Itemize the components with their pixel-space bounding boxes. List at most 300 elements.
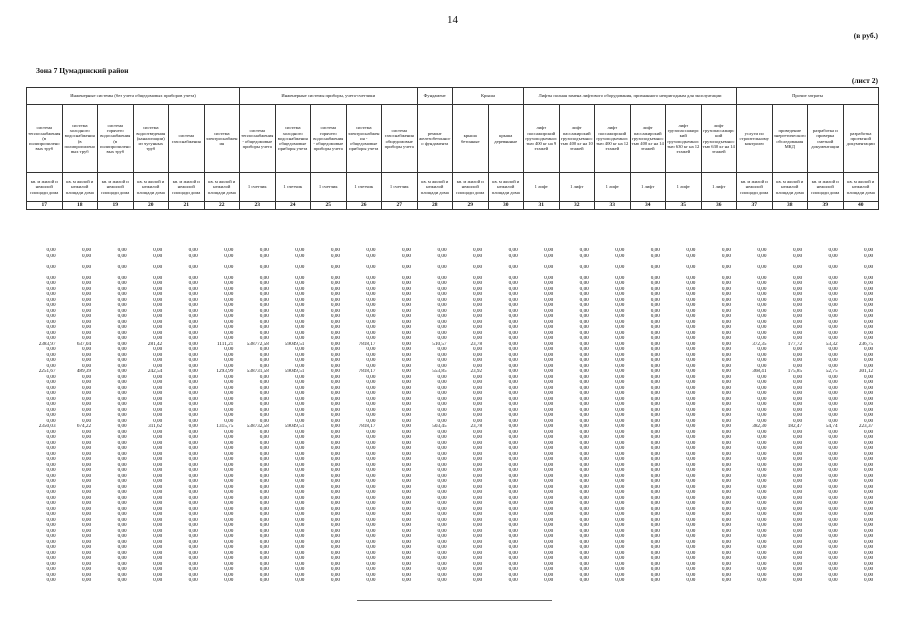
table-cell: 0,00 <box>224 407 234 413</box>
table-cell: 0,00 <box>828 336 838 341</box>
table-cell: 0,00 <box>579 248 589 253</box>
table-cell: 0,00 <box>295 264 305 270</box>
header-group-row <box>27 88 879 105</box>
table-cell: 0,00 <box>615 248 625 253</box>
table-cell: 0,00 <box>224 495 234 501</box>
table-cell: 0,00 <box>437 578 447 583</box>
table-cell: 0,00 <box>117 352 127 358</box>
table-cell: 0,00 <box>544 429 554 435</box>
table-cell: 0,00 <box>401 429 412 435</box>
table-cell: 0,00 <box>792 561 803 567</box>
table-cell: 0,00 <box>401 402 412 407</box>
table-cell: 0,00 <box>579 578 589 583</box>
table-cell: 0,00 <box>46 446 56 451</box>
table-cell: 0,00 <box>473 418 483 424</box>
table-cell: 0,00 <box>473 501 483 506</box>
table-cell: 0,00 <box>153 407 163 413</box>
table-cell: 0,00 <box>864 336 874 341</box>
table-cell: 0,00 <box>508 369 518 374</box>
table-cell: 0,00 <box>117 440 127 446</box>
table-cell: 0,00 <box>864 545 874 550</box>
table-cell: 0,00 <box>508 308 518 314</box>
column-header: услуги по строительному контролю <box>737 105 773 173</box>
table-cell: 0,00 <box>721 380 731 385</box>
column-number: 38 <box>772 202 808 210</box>
table-cell: 0,00 <box>366 451 376 457</box>
table-cell: 0,00 <box>721 330 731 336</box>
table-cell: 0,00 <box>828 314 838 319</box>
table-cell: 0,00 <box>473 468 483 473</box>
table-cell: 0,00 <box>579 319 589 325</box>
table-cell: 0,00 <box>82 468 92 473</box>
table-cell: 0,00 <box>295 286 305 292</box>
table-cell: 0,00 <box>82 396 92 402</box>
table-cell: 0,00 <box>295 545 305 550</box>
table-cell: 0,00 <box>437 374 447 380</box>
table-cell: 0,00 <box>401 561 412 567</box>
table-cell: 0,00 <box>259 451 269 457</box>
table-cell: 0,00 <box>686 363 696 369</box>
table-cell: 0,00 <box>864 297 874 303</box>
column-number: 22 <box>204 202 240 210</box>
table-cell: 0,00 <box>544 314 554 319</box>
table-cell: 0,00 <box>117 319 127 325</box>
table-cell: 301,12 <box>858 369 874 374</box>
table-cell: 0,00 <box>188 413 198 418</box>
table-cell: 0,00 <box>721 413 731 418</box>
table-cell: 0,00 <box>366 385 376 391</box>
table-cell: 0,00 <box>828 303 838 308</box>
table-cell: 0,00 <box>295 528 305 534</box>
unit-header: кв. м жилой и нежилой площади дома <box>204 173 240 202</box>
table-cell: 0,00 <box>615 462 625 468</box>
table-cell: 0,00 <box>544 286 554 292</box>
table-cell: 0,00 <box>401 253 412 259</box>
table-cell: 0,00 <box>650 528 660 534</box>
table-cell: 0,00 <box>508 572 518 578</box>
table-cell: 0,00 <box>188 347 198 352</box>
table-cell: 0,00 <box>686 314 696 319</box>
table-cell: 0,00 <box>721 561 731 567</box>
table-cell: 0,00 <box>686 413 696 418</box>
table-cell: 0,00 <box>615 292 625 297</box>
table-cell: 0,00 <box>259 490 269 495</box>
table-cell: 0,00 <box>366 325 376 330</box>
table-cell: 0,00 <box>401 330 412 336</box>
table-cell: 0,00 <box>82 358 92 363</box>
table-cell: 0,00 <box>864 380 874 385</box>
table-cell: 0,00 <box>792 325 803 330</box>
table-cell: 0,00 <box>295 440 305 446</box>
table-cell: 0,00 <box>401 286 412 292</box>
table-cell: 0,00 <box>366 523 376 528</box>
table-cell: 0,00 <box>224 506 234 512</box>
table-cell: 0,00 <box>153 550 163 556</box>
table-cell: 0,00 <box>686 297 696 303</box>
table-cell: 0,00 <box>864 275 874 281</box>
table-cell: 0,00 <box>792 479 803 484</box>
table-cell: 0,00 <box>437 523 447 528</box>
table-cell: 0,00 <box>615 550 625 556</box>
table-cell: 0,00 <box>864 462 874 468</box>
table-cell: 0,00 <box>259 391 269 396</box>
table-cell: 0,00 <box>366 429 376 435</box>
table-cell: 0,00 <box>188 479 198 484</box>
column-number: 39 <box>808 202 844 210</box>
table-cell: 0,00 <box>401 484 412 490</box>
table-cell: 0,00 <box>686 473 696 479</box>
table-cell: 0,00 <box>188 396 198 402</box>
table-cell: 0,00 <box>224 314 234 319</box>
table-cell: 0,00 <box>686 286 696 292</box>
table-cell: 0,00 <box>188 506 198 512</box>
table-cell: 0,00 <box>544 396 554 402</box>
table-cell: 0,00 <box>864 292 874 297</box>
table-cell: 0,00 <box>330 402 340 407</box>
table-cell: 0,00 <box>82 523 92 528</box>
table-cell: 0,00 <box>544 523 554 528</box>
table-cell: 0,00 <box>864 314 874 319</box>
table-cell: 0,00 <box>259 440 269 446</box>
group-header: Прочие затраты <box>737 88 879 105</box>
table-cell: 0,00 <box>686 495 696 501</box>
table-cell: 0,00 <box>82 451 92 457</box>
table-cell: 0,00 <box>366 567 376 572</box>
table-cell: 0,00 <box>366 402 376 407</box>
table-cell: 0,00 <box>792 506 803 512</box>
table-cell: 0,00 <box>366 479 376 484</box>
table-cell: 0,00 <box>686 484 696 490</box>
table-cell: 0,00 <box>615 286 625 292</box>
table-cell: 0,00 <box>46 572 56 578</box>
table-cell: 0,00 <box>757 336 767 341</box>
table-cell: 0,00 <box>153 418 163 424</box>
column-number: 35 <box>666 202 702 210</box>
table-cell: 54,74 <box>825 424 838 429</box>
unit-header: кв. м жилой и нежилой площади дома <box>772 173 808 202</box>
table-cell: 0,00 <box>117 308 127 314</box>
table-cell: 0,00 <box>792 517 803 523</box>
table-cell: 0,00 <box>792 347 803 352</box>
table-cell: 0,00 <box>117 490 127 495</box>
table-cell: 281,42 <box>147 341 163 347</box>
table-cell: 0,00 <box>686 561 696 567</box>
table-cell: 0,00 <box>259 303 269 308</box>
table-cell: 0,00 <box>46 490 56 495</box>
table-cell: 0,00 <box>757 314 767 319</box>
table-cell: 0,00 <box>650 402 660 407</box>
table-cell: 0,00 <box>686 292 696 297</box>
table-cell: 0,00 <box>686 578 696 583</box>
table-cell: 0,00 <box>473 462 483 468</box>
table-cell: 0,00 <box>188 446 198 451</box>
table-cell: 0,00 <box>153 358 163 363</box>
table-cell: 0,00 <box>366 457 376 462</box>
table-cell: 0,00 <box>650 325 660 330</box>
table-cell: 0,00 <box>188 517 198 523</box>
table-cell: 0,00 <box>579 479 589 484</box>
table-cell: 0,00 <box>579 358 589 363</box>
table-cell: 52,75 <box>825 369 838 374</box>
table-cell: 0,00 <box>792 446 803 451</box>
table-cell: 0,00 <box>864 413 874 418</box>
table-cell: 0,00 <box>473 314 483 319</box>
table-cell: 0,00 <box>792 402 803 407</box>
table-cell: 0,00 <box>437 473 447 479</box>
table-cell: 0,00 <box>82 352 92 358</box>
table-cell: 0,00 <box>721 506 731 512</box>
table-cell: 0,00 <box>259 264 269 270</box>
table-cell: 0,00 <box>295 561 305 567</box>
table-cell: 0,00 <box>508 319 518 325</box>
table-cell: 0,00 <box>82 374 92 380</box>
table-cell: 0,00 <box>544 468 554 473</box>
table-cell: 0,00 <box>437 275 447 281</box>
table-cell: 0,00 <box>544 385 554 391</box>
table-cell: 0,00 <box>224 253 234 259</box>
table-cell: 0,00 <box>437 440 447 446</box>
table-cell: 0,00 <box>153 440 163 446</box>
table-cell: 59049,51 <box>284 341 305 347</box>
table-cell: 0,00 <box>721 319 731 325</box>
table-cell: 0,00 <box>473 550 483 556</box>
table-cell: 0,00 <box>153 248 163 253</box>
unit-header: 1 счетчик <box>275 173 311 202</box>
table-cell: 0,00 <box>473 308 483 314</box>
table-cell: 0,00 <box>828 292 838 297</box>
table-cell: 0,00 <box>508 347 518 352</box>
table-cell: 0,00 <box>401 556 412 561</box>
table-cell: 0,00 <box>401 517 412 523</box>
table-cell: 0,00 <box>295 435 305 440</box>
table-cell: 0,00 <box>686 550 696 556</box>
column-header: система холодного водоснабжения общедомовые приборы учета <box>275 105 311 173</box>
table-cell: 0,00 <box>330 336 340 341</box>
table-cell: 0,00 <box>864 330 874 336</box>
table-cell: 0,00 <box>757 325 767 330</box>
table-cell: 0,00 <box>473 484 483 490</box>
table-cell: 0,00 <box>259 545 269 550</box>
table-cell: 0,00 <box>828 468 838 473</box>
table-cell: 0,00 <box>757 512 767 517</box>
table-cell: 59049,51 <box>284 424 305 429</box>
table-cell: 0,00 <box>757 429 767 435</box>
table-cell: 0,00 <box>473 473 483 479</box>
table-cell: 0,00 <box>650 407 660 413</box>
table-cell: 0,00 <box>473 512 483 517</box>
table-cell: 0,00 <box>330 396 340 402</box>
table-cell: 0,00 <box>295 550 305 556</box>
table-cell: 23,92 <box>470 369 483 374</box>
table-cell: 0,00 <box>544 435 554 440</box>
table-cell: 0,00 <box>437 457 447 462</box>
table-cell: 0,00 <box>686 358 696 363</box>
table-cell: 0,00 <box>686 391 696 396</box>
table-cell: 0,00 <box>153 572 163 578</box>
table-cell: 0,00 <box>330 303 340 308</box>
table-cell: 0,00 <box>650 457 660 462</box>
table-cell: 0,00 <box>46 506 56 512</box>
table-cell: 0,00 <box>401 303 412 308</box>
table-cell: 0,00 <box>295 484 305 490</box>
table-cell: 0,00 <box>295 281 305 286</box>
table-cell: 0,00 <box>757 495 767 501</box>
table-cell: 0,00 <box>473 578 483 583</box>
table-cell: 0,00 <box>792 396 803 402</box>
table-cell: 0,00 <box>401 528 412 534</box>
table-cell: 175,85 <box>787 369 803 374</box>
table-cell: 0,00 <box>828 297 838 303</box>
table-cell: 0,00 <box>82 501 92 506</box>
table-cell: 0,00 <box>366 396 376 402</box>
table-cell: 0,00 <box>401 308 412 314</box>
table-cell: 0,00 <box>792 539 803 545</box>
table-cell: 0,00 <box>437 435 447 440</box>
table-cell: 0,00 <box>117 446 127 451</box>
table-cell: 0,00 <box>579 385 589 391</box>
table-cell: 0,00 <box>366 374 376 380</box>
table-cell: 0,00 <box>828 319 838 325</box>
table-cell: 0,00 <box>473 517 483 523</box>
table-cell: 0,00 <box>366 352 376 358</box>
table-cell: 0,00 <box>224 292 234 297</box>
table-cell: 0,00 <box>259 396 269 402</box>
unit-header: кв. м жилой и нежилой площади дома <box>98 173 134 202</box>
table-cell: 0,00 <box>864 281 874 286</box>
table-cell: 0,00 <box>259 539 269 545</box>
table-cell: 0,00 <box>721 308 731 314</box>
table-cell: 0,00 <box>579 495 589 501</box>
table-cell: 0,00 <box>259 506 269 512</box>
table-cell: 0,00 <box>828 539 838 545</box>
table-cell: 0,00 <box>46 550 56 556</box>
table-cell: 0,00 <box>224 363 234 369</box>
table-cell: 0,00 <box>437 402 447 407</box>
table-cell: 0,00 <box>259 413 269 418</box>
table-cell: 0,00 <box>117 413 127 418</box>
table-cell: 0,00 <box>579 413 589 418</box>
column-header: разработка и проверка сметной документации <box>808 105 844 173</box>
table-cell: 0,00 <box>153 446 163 451</box>
table-cell: 0,00 <box>437 292 447 297</box>
table-cell: 0,00 <box>259 380 269 385</box>
table-cell: 0,00 <box>46 561 56 567</box>
table-cell: 0,00 <box>259 352 269 358</box>
column-number: 32 <box>559 202 595 210</box>
table-cell: 0,00 <box>579 539 589 545</box>
table-cell: 0,00 <box>330 297 340 303</box>
table-cell: 0,00 <box>259 286 269 292</box>
table-cell: 0,00 <box>615 264 625 270</box>
table-cell: 0,00 <box>473 363 483 369</box>
table-cell: 0,00 <box>579 418 589 424</box>
table-cell: 0,00 <box>828 308 838 314</box>
table-cell: 0,00 <box>757 374 767 380</box>
unit-header: 1 счетчик <box>240 173 276 202</box>
column-header: лифт грузопассажирский грузоподъемностью 630 кг на 14 этажей <box>701 105 737 173</box>
table-cell: 0,00 <box>295 413 305 418</box>
table-cell: 0,00 <box>792 253 803 259</box>
table-cell: 0,00 <box>46 451 56 457</box>
table-cell: 0,00 <box>757 407 767 413</box>
unit-header: кв. м жилой и нежилой площади дома <box>843 173 879 202</box>
table-cell: 0,00 <box>864 358 874 363</box>
table-cell: 0,00 <box>437 347 447 352</box>
table-cell: 0,00 <box>792 451 803 457</box>
table-cell: 0,00 <box>224 281 234 286</box>
table-cell: 0,00 <box>401 490 412 495</box>
table-cell: 0,00 <box>757 264 767 270</box>
table-cell: 0,00 <box>153 325 163 330</box>
table-cell: 0,00 <box>473 264 483 270</box>
table-cell: 553,85 <box>432 369 447 374</box>
table-cell: 0,00 <box>686 308 696 314</box>
table-cell: 0,00 <box>153 539 163 545</box>
table-cell: 0,00 <box>579 275 589 281</box>
table-cell: 0,00 <box>366 578 376 583</box>
column-number: 20 <box>133 202 169 210</box>
table-cell: 0,00 <box>579 468 589 473</box>
table-cell: 0,00 <box>330 347 340 352</box>
table-cell: 0,00 <box>864 534 874 539</box>
table-cell: 0,00 <box>330 325 340 330</box>
table-cell: 0,00 <box>117 303 127 308</box>
table-cell: 0,00 <box>366 347 376 352</box>
table-cell: 0,00 <box>437 352 447 358</box>
table-cell: 0,00 <box>686 352 696 358</box>
table-cell: 0,00 <box>544 292 554 297</box>
cost-table-body <box>26 248 879 584</box>
table-cell: 0,00 <box>401 352 412 358</box>
table-cell: 0,00 <box>792 264 803 270</box>
table-cell: 0,00 <box>757 330 767 336</box>
table-cell: 0,00 <box>686 523 696 528</box>
table-cell: 0,00 <box>757 556 767 561</box>
table-cell: 0,00 <box>579 545 589 550</box>
table-cell: 0,00 <box>437 550 447 556</box>
table-cell: 0,00 <box>224 457 234 462</box>
table-cell: 0,00 <box>508 528 518 534</box>
table-cell: 0,00 <box>792 418 803 424</box>
table-cell: 0,00 <box>224 319 234 325</box>
table-cell: 223,37 <box>858 424 874 429</box>
table-cell: 0,00 <box>508 435 518 440</box>
table-cell: 0,00 <box>544 550 554 556</box>
table-cell: 0,00 <box>828 451 838 457</box>
table-cell: 0,00 <box>330 369 340 374</box>
table-cell: 0,00 <box>401 385 412 391</box>
table-cell: 0,00 <box>615 545 625 550</box>
table-cell: 0,00 <box>757 352 767 358</box>
currency-unit: (в руб.) <box>853 31 878 40</box>
table-cell: 0,00 <box>579 556 589 561</box>
table-cell: 59049,51 <box>284 369 305 374</box>
table-cell: 0,00 <box>473 374 483 380</box>
table-cell: 0,00 <box>366 539 376 545</box>
table-cell: 0,00 <box>259 462 269 468</box>
table-cell: 0,00 <box>615 457 625 462</box>
table-cell: 0,00 <box>792 523 803 528</box>
table-cell: 0,00 <box>366 358 376 363</box>
table-cell: 0,00 <box>792 391 803 396</box>
table-cell: 0,00 <box>330 352 340 358</box>
table-cell: 0,00 <box>117 297 127 303</box>
table-cell: 0,00 <box>330 435 340 440</box>
table-cell: 0,00 <box>437 385 447 391</box>
table-cell: 0,00 <box>366 545 376 550</box>
table-cell: 0,00 <box>473 380 483 385</box>
table-cell: 0,00 <box>473 275 483 281</box>
